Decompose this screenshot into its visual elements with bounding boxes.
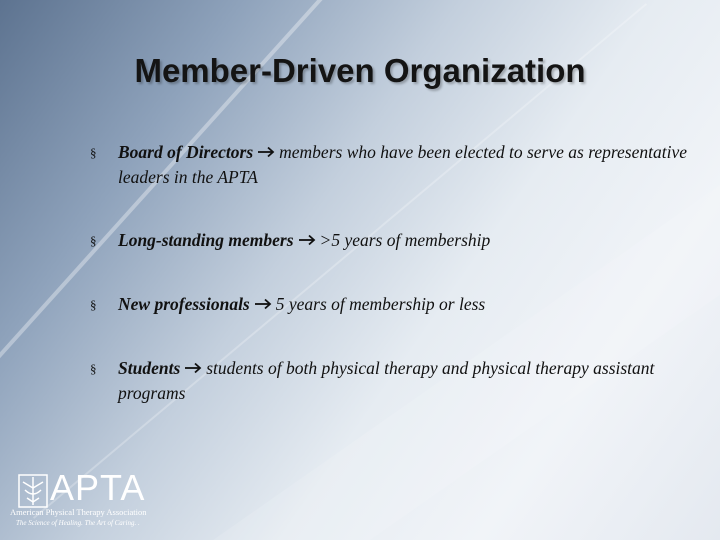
bullet-text: students of both physical therapy and physical therapy assistant programs — [118, 358, 655, 403]
logo-acronym: APTA — [50, 467, 146, 508]
bullet-list — [90, 140, 690, 406]
bullet-marker-icon: § — [90, 361, 97, 376]
bullet-marker-icon: § — [90, 233, 97, 248]
bullet-item — [90, 356, 690, 406]
arrow-right-icon — [254, 298, 272, 310]
bullet-text: >5 years of membership — [319, 230, 491, 250]
logo-organization-name: American Physical Therapy Association — [10, 507, 147, 517]
bullet-marker-icon: § — [90, 297, 97, 312]
bullet-text: 5 years of membership or less — [275, 294, 486, 314]
apta-emblem-icon — [18, 474, 48, 508]
bullet-term: Long-standing members — [118, 230, 294, 250]
bullet-item — [90, 140, 690, 190]
bullet-term: Board of Directors — [118, 142, 254, 162]
bullet-marker-icon: § — [90, 145, 97, 160]
arrow-right-icon — [184, 362, 202, 374]
arrow-right-icon — [298, 234, 316, 246]
apta-logo — [6, 467, 186, 536]
bullet-text: members who have been elected to serve as representative leaders in the APTA — [118, 142, 688, 187]
bullet-term: New professionals — [118, 294, 250, 314]
slide-title: Member-Driven Organization — [134, 52, 586, 89]
arrow-right-icon — [257, 146, 275, 158]
bullet-item — [90, 228, 690, 253]
bullet-item — [90, 292, 690, 317]
bullet-term: Students — [118, 358, 181, 378]
logo-tagline: The Science of Healing. The Art of Caring. . — [16, 519, 140, 527]
